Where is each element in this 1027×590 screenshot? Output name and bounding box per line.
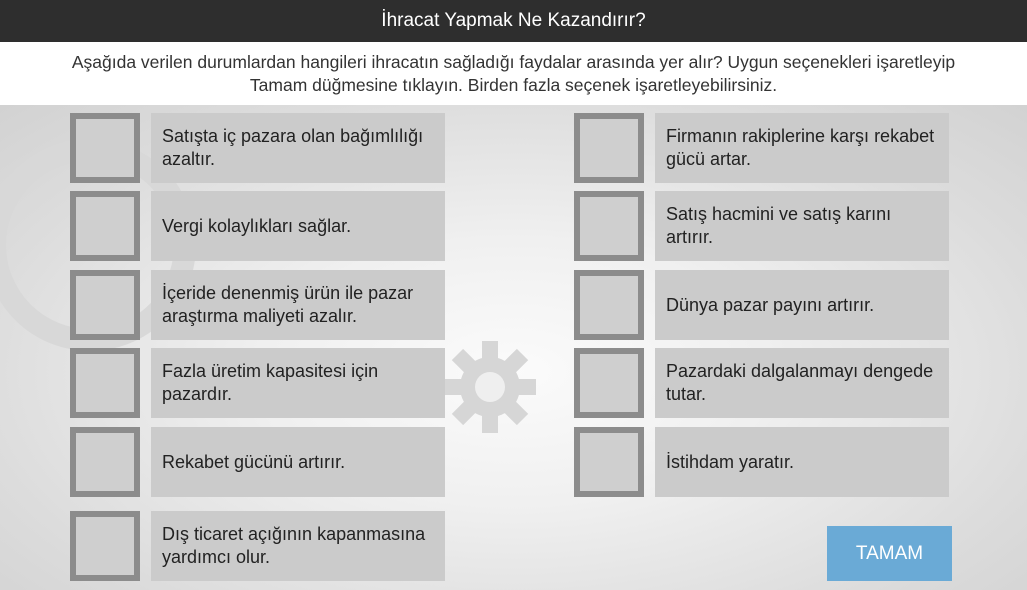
option-left-4[interactable] (70, 348, 445, 418)
gear-icon (440, 337, 540, 437)
option-left-2[interactable] (70, 191, 445, 261)
option-left-6[interactable] (70, 511, 445, 581)
checkbox[interactable] (70, 113, 140, 183)
option-label[interactable]: Satış hacmini ve satış karını artırır. (655, 191, 949, 261)
checkbox[interactable] (574, 348, 644, 418)
checkbox[interactable] (70, 511, 140, 581)
checkbox[interactable] (574, 270, 644, 340)
tamam-button[interactable]: TAMAM (827, 526, 952, 581)
option-label[interactable]: İçeride denenmiş ürün ile pazar araştırma maliyeti azalır. (151, 270, 445, 340)
checkbox[interactable] (70, 427, 140, 497)
option-left-3[interactable] (70, 270, 445, 340)
instructions-text: Aşağıda verilen durumlardan hangileri ihracatın sağladığı faydalar arasında yer alır? Uygun seçenekleri işaretleyip Tamam düğmesine tıklayın. Birden fazla seçenek işaretleyebilirsiniz. (71, 51, 956, 95)
option-left-5[interactable] (70, 427, 445, 497)
option-label[interactable]: Firmanın rakiplerine karşı rekabet gücü artar. (655, 113, 949, 183)
checkbox[interactable] (70, 191, 140, 261)
checkbox[interactable] (574, 191, 644, 261)
option-label[interactable]: Rekabet gücünü artırır. (151, 427, 445, 497)
option-right-1[interactable] (574, 113, 949, 183)
option-label[interactable]: Fazla üretim kapasitesi için pazardır. (151, 348, 445, 418)
option-right-4[interactable] (574, 348, 949, 418)
checkbox[interactable] (70, 270, 140, 340)
checkbox[interactable] (574, 113, 644, 183)
option-right-2[interactable] (574, 191, 949, 261)
option-right-5[interactable] (574, 427, 949, 497)
page-title: İhracat Yapmak Ne Kazandırır? (0, 0, 1027, 42)
option-label[interactable]: Dünya pazar payını artırır. (655, 270, 949, 340)
option-label[interactable]: İstihdam yaratır. (655, 427, 949, 497)
checkbox[interactable] (574, 427, 644, 497)
option-right-3[interactable] (574, 270, 949, 340)
checkbox[interactable] (70, 348, 140, 418)
option-label[interactable]: Vergi kolaylıkları sağlar. (151, 191, 445, 261)
option-label[interactable]: Satışta iç pazara olan bağımlılığı azaltır. (151, 113, 445, 183)
option-label[interactable]: Dış ticaret açığının kapanmasına yardımcı olur. (151, 511, 445, 581)
option-left-1[interactable] (70, 113, 445, 183)
option-label[interactable]: Pazardaki dalgalanmayı dengede tutar. (655, 348, 949, 418)
instructions-panel (0, 42, 1027, 105)
